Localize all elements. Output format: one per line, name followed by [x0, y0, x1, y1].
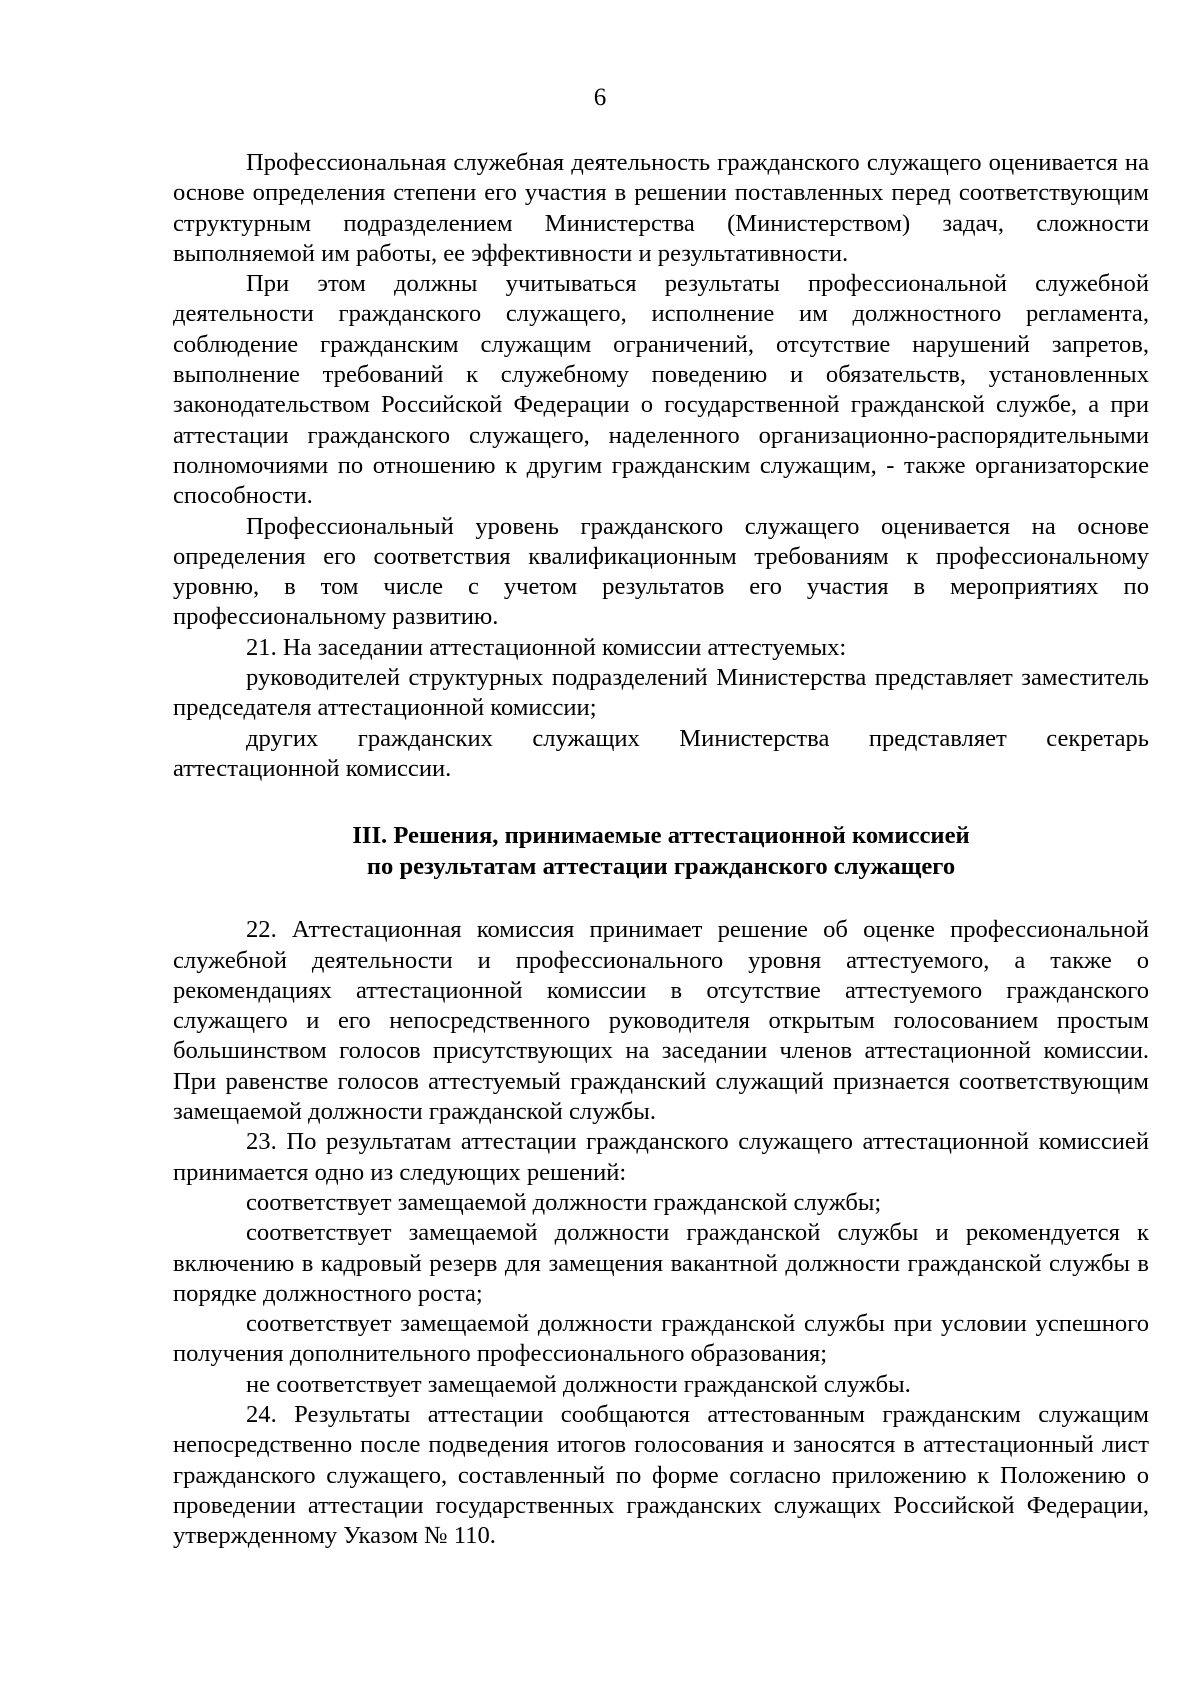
paragraph-evaluation-criteria: При этом должны учитываться результаты профессиональной служебной деятельности гражданского служащего, исполнение им должностного регламента, соблюдение гражданским служащим ограничений, отсутствие нарушений запретов, выполнение требований к служебному поведению и обязательств, установленных законодательством Российской Федерации о государственной гражданской службе, а при аттестации гражданского служащего, наделенного организационно-распорядительными полномочиями по отношению к другим гражданским служащим, - также организаторские способности.: [173, 270, 1149, 510]
paragraph-item-24: 24. Результаты аттестации сообщаются аттестованным гражданским служащим непосредственно после подведения итогов голосования и заносятся в аттестационный лист гражданского служащего, составленный по форме согласно приложению к Положению о проведении аттестации государственных гражданских служащих Российской Федерации, утвержденному Указом № 110.: [173, 1400, 1149, 1550]
section-heading-line-2: по результатам аттестации гражданского служащего: [366, 853, 956, 881]
document-body: [173, 148, 1149, 1551]
decision-option-3: соответствует замещаемой должности гражданской службы при условии успешного получения дополнительного профессионального образования;: [173, 1310, 1149, 1368]
section-heading-line-1: III. Решения, принимаемые аттестационной комиссией: [352, 822, 970, 850]
heading-spacer-bottom: [173, 882, 1149, 915]
decision-option-4: не соответствует замещаемой должности гражданской службы.: [246, 1370, 911, 1398]
paragraph-performance-assessment: Профессиональная служебная деятельность гражданского служащего оценивается на основе определения степени его участия в решении поставленных перед соответствующим структурным подразделением Министерства (Министерством) задач, сложности выполняемой им работы, ее эффективности и результативности.: [173, 149, 1149, 267]
paragraph-item-21-heads: руководителей структурных подразделений Министерства представляет заместитель председателя аттестационной комиссии;: [173, 664, 1149, 722]
paragraph-item-21: 21. На заседании аттестационной комиссии аттестуемых:: [246, 633, 847, 661]
decision-option-1: соответствует замещаемой должности гражданской службы;: [246, 1188, 882, 1216]
paragraph-professional-level: Профессиональный уровень гражданского служащего оценивается на основе определения его соответствия квалификационным требованиям к профессиональному уровню, в том числе с учетом результатов его участия в мероприятиях по профессиональному развитию.: [173, 512, 1149, 631]
decision-option-2: соответствует замещаемой должности гражданской службы и рекомендуется к включению в кадровый резерв для замещения вакантной должности гражданской службы в порядке должностного роста;: [173, 1219, 1149, 1307]
paragraph-item-23: 23. По результатам аттестации гражданского служащего аттестационной комиссией принимается одно из следующих решений:: [173, 1128, 1149, 1186]
heading-spacer-top: [173, 784, 1149, 820]
paragraph-item-22: 22. Аттестационная комиссия принимает решение об оценке профессиональной служебной деятельности и профессионального уровня аттестуемого, а также о рекомендациях аттестационной комиссии в отсутствие аттестуемого гражданского служащего и его непосредственного руководителя открытым голосованием простым большинством голосов присутствующих на заседании членов аттестационной комиссии. При равенстве голосов аттестуемый гражданский служащий признается соответствующим замещаемой должности гражданской службы.: [173, 916, 1149, 1126]
paragraph-item-21-others: других гражданских служащих Министерства представляет секретарь аттестационной комиссии.: [173, 724, 1149, 782]
page-number: 6: [593, 84, 607, 111]
